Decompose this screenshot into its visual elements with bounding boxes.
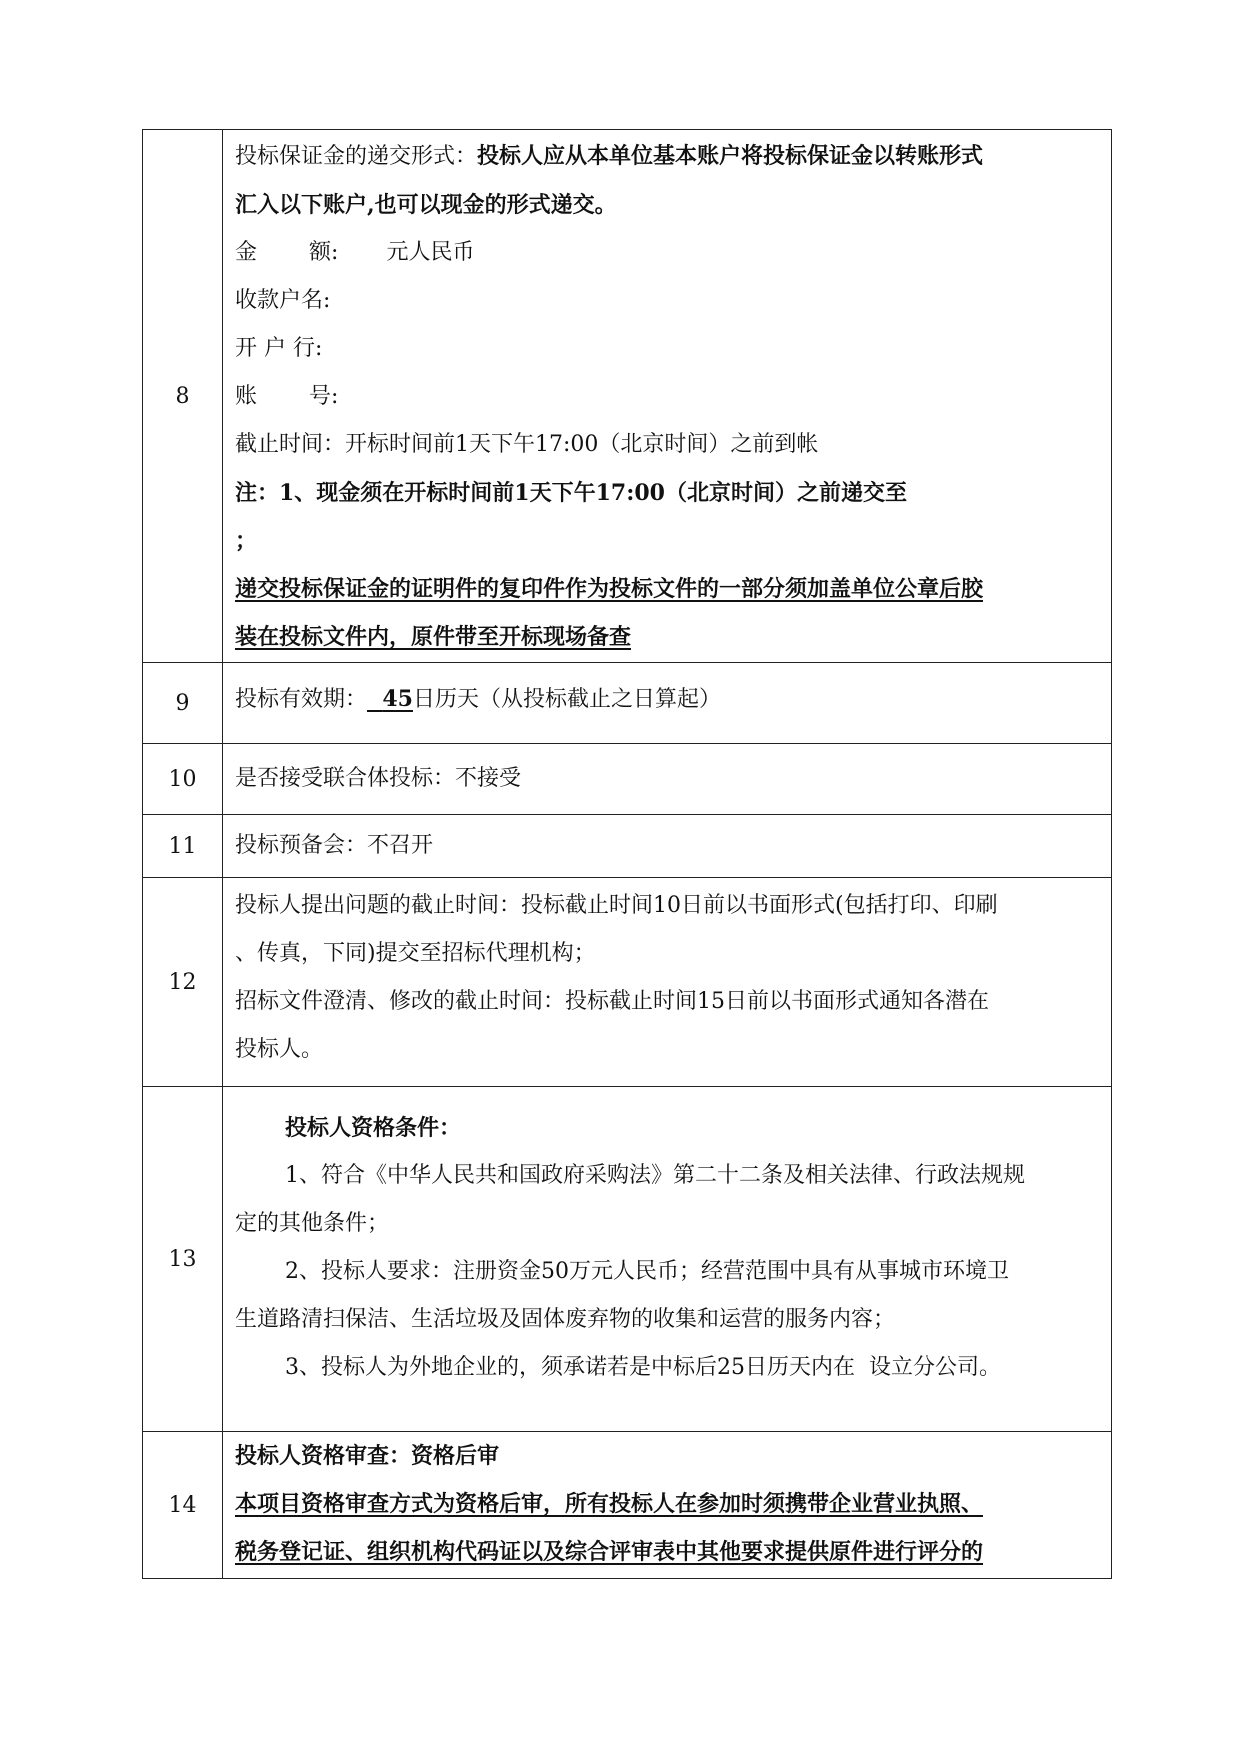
validity-days: 45	[382, 686, 413, 712]
bank-label: 开 户 行:	[235, 335, 323, 361]
proof-note: 递交投标保证金的证明件的复印件作为投标文件的一部分须加盖单位公章后胶	[235, 575, 984, 602]
clarification-deadline: 招标文件澄清、修改的截止时间：投标截止时间15日前以书面形式通知各潜在	[235, 989, 989, 1014]
deposit-deadline: 截止时间：开标时间前1天下午17:00（北京时间）之前到帐	[235, 431, 819, 457]
cash-note: 注：1、现金须在开标时间前1天下午17:00（北京时间）之前递交至	[235, 479, 907, 506]
row-number: 13	[143, 1087, 223, 1432]
table-row	[143, 815, 1112, 878]
amount-label-second: 额:	[309, 239, 339, 265]
amount-label-first: 金	[235, 239, 258, 265]
qualification-item-1: 1、符合《中华人民共和国政府采购法》第二十二条及相关法律、行政法规规	[285, 1163, 1025, 1188]
row-content	[223, 1087, 1112, 1432]
question-deadline-cont: 、传真，下同)提交至招标代理机构；	[235, 941, 596, 966]
amount-value: 元人民币	[386, 239, 475, 265]
row-number: 8	[143, 130, 223, 663]
table-row	[143, 1432, 1112, 1579]
deposit-method-text-cont: 汇入以下账户,也可以现金的形式递交。	[235, 191, 617, 218]
validity-label: 投标有效期：	[235, 687, 368, 712]
row-number: 10	[143, 744, 223, 815]
question-deadline: 投标人提出问题的截止时间：投标截止时间10日前以书面形式(包括打印、印刷	[235, 893, 998, 918]
table-row	[143, 744, 1112, 815]
qualification-review-heading: 投标人资格审查：资格后审	[235, 1443, 500, 1469]
row-number: 11	[143, 815, 223, 878]
qualification-review-text: 本项目资格审查方式为资格后审，所有投标人在参加时须携带企业营业执照、	[235, 1491, 984, 1517]
pre-bid-meeting-text: 投标预备会：不召开	[235, 833, 434, 858]
deposit-method-text: 投标人应从本单位基本账户将投标保证金以转账形式	[477, 142, 984, 169]
qualification-item-2-cont: 生道路清扫保洁、生活垃圾及固体废弃物的收集和运营的服务内容；	[235, 1307, 896, 1332]
row-number: 12	[143, 878, 223, 1087]
proof-note-cont: 装在投标文件内，原件带至开标现场备查	[235, 623, 632, 650]
table-row	[143, 663, 1112, 744]
row-content	[223, 1432, 1112, 1579]
row-content	[223, 815, 1112, 878]
table-row	[143, 1087, 1112, 1432]
table-row	[143, 130, 1112, 663]
account-label-first: 账	[235, 383, 258, 409]
deposit-method-label: 投标保证金的递交形式：	[235, 143, 478, 169]
account-label-second: 号:	[309, 383, 339, 409]
cash-note-semicolon: ；	[235, 527, 258, 554]
consortium-text: 是否接受联合体投标：不接受	[235, 766, 522, 791]
qualification-heading: 投标人资格条件：	[285, 1115, 462, 1141]
row-number: 14	[143, 1432, 223, 1579]
validity-text: 日历天（从投标截止之日算起）	[412, 687, 721, 712]
clarification-deadline-cont: 投标人。	[235, 1037, 324, 1062]
tender-data-table	[142, 129, 1112, 1579]
row-content	[223, 130, 1112, 663]
row-number: 9	[143, 663, 223, 744]
qualification-item-2: 2、投标人要求：注册资金50万元人民币；经营范围中具有从事城市环境卫	[285, 1259, 1009, 1284]
table-row	[143, 878, 1112, 1087]
row-content	[223, 744, 1112, 815]
row-content	[223, 663, 1112, 744]
payee-label: 收款户名:	[235, 287, 331, 313]
qualification-item-1-cont: 定的其他条件；	[235, 1211, 390, 1236]
qualification-item-3: 3、投标人为外地企业的，须承诺若是中标后25日历天内在 设立分公司。	[285, 1355, 1001, 1380]
row-content	[223, 878, 1112, 1087]
qualification-review-text-cont: 税务登记证、组织机构代码证以及综合评审表中其他要求提供原件进行评分的	[235, 1539, 984, 1565]
